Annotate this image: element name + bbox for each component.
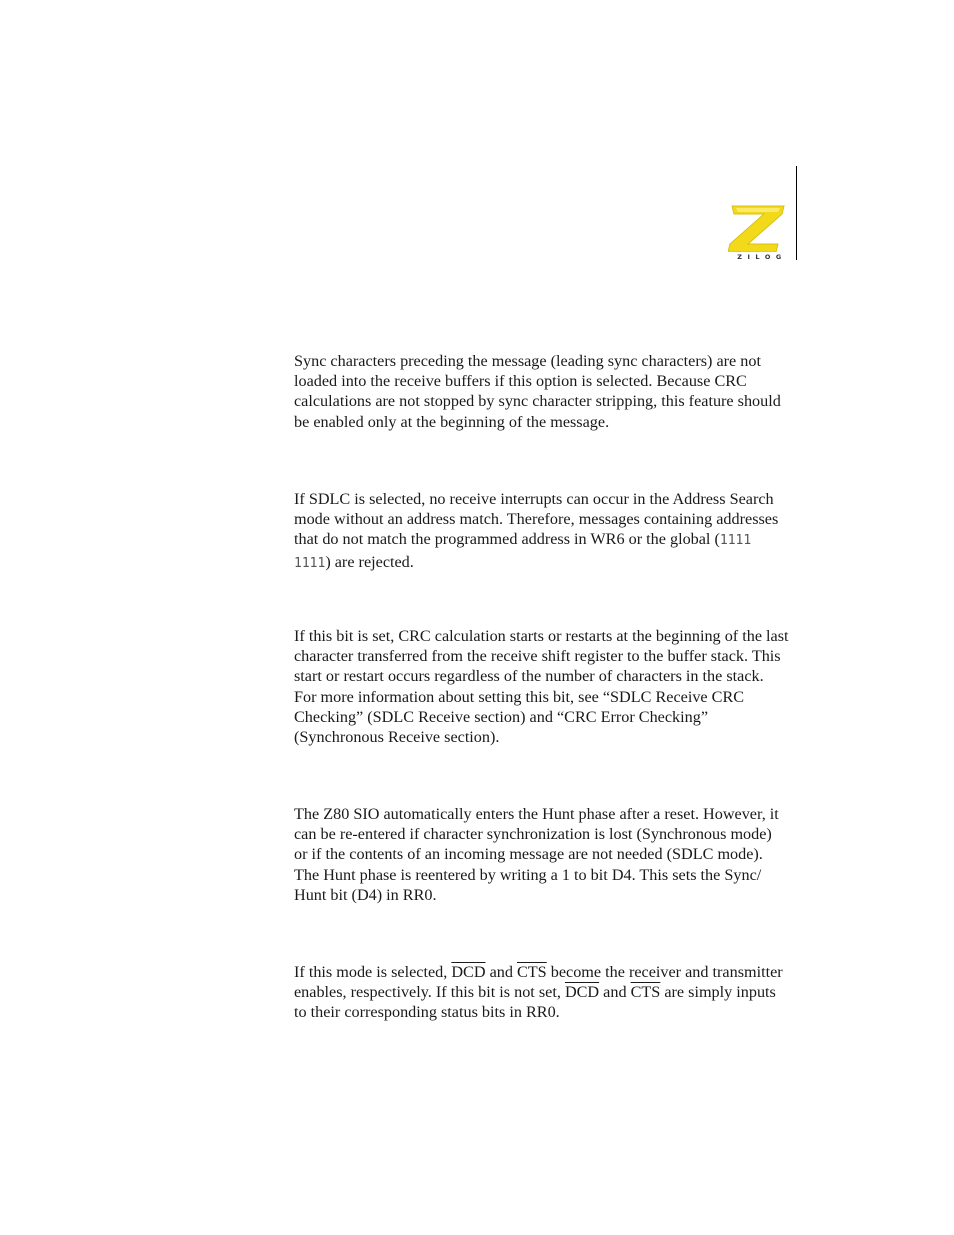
zilog-logo [728,200,792,268]
logo-wordmark: ZILOG [737,253,787,261]
signal-cts: $\overline{CTS}$ [517,963,547,981]
text-line [294,552,800,574]
text-line: be enabled only at the beginning of the message. [294,412,610,431]
text-fragment: enables, respectively. If this bit is not set, [294,983,565,1002]
signal-cts: $\overline{CTS}$ [630,983,661,1002]
text-line: mode without an address match. Therefore, messages containing addresses [294,510,779,529]
text-line [294,982,800,1002]
text-line: Hunt bit (D4) in RR0. [294,885,437,904]
paragraph-hunt-phase [294,804,800,905]
text-line: The Hunt phase is reentered by writing a 1 to bit D4. This sets the Sync/ [294,865,762,884]
text-fragment: If this mode is selected, [294,963,452,981]
text-line: (Synchronous Receive section). [294,728,500,747]
zilog-z-mark-icon [728,200,788,252]
text-fragment: and [599,983,631,1002]
text-line: The Z80 SIO automatically enters the Hunt phase after a reset. However, it [294,805,779,823]
header-vertical-rule [796,166,797,260]
text-line: loaded into the receive buffers if this option is selected. Because CRC [294,372,747,391]
text-fragment: and [485,963,517,981]
text-fragment: that do not match the programmed address in WR6 or the global ( [294,530,720,549]
code-value: 1111 [719,533,752,549]
signal-dcd: $\overline{DCD}$ [451,963,486,981]
text-line: Sync characters preceding the message (leading sync characters) are not [294,352,761,370]
signal-dcd: $\overline{DCD}$ [564,983,600,1002]
text-line: If SDLC is selected, no receive interrupts can occur in the Address Search [294,490,774,508]
paragraph-sync-stripping [294,351,800,432]
paragraph-auto-enables [294,962,800,1023]
text-line: For more information about setting this bit, see “SDLC Receive CRC [294,687,745,706]
text-line: calculations are not stopped by sync character stripping, this feature should [294,392,781,411]
text-line: If this bit is set, CRC calculation starts or restarts at the beginning of the last [294,627,789,645]
text-line: to their corresponding status bits in RR0. [294,1003,560,1022]
text-fragment: become the receiver and transmitter [546,963,783,981]
text-line: Checking” (SDLC Receive section) and “CRC Error Checking” [294,707,709,726]
text-line: character transferred from the receive shift register to the buffer stack. This [294,647,781,666]
text-line [294,529,800,551]
text-fragment: ) are rejected. [325,552,414,571]
text-fragment: are simply inputs [660,983,776,1002]
text-line [294,962,800,982]
text-line: or if the contents of an incoming message are not needed (SDLC mode). [294,845,763,864]
text-line: start or restart occurs regardless of the number of characters in the stack. [294,667,764,686]
code-value: 1111 [294,555,326,571]
paragraph-crc-enable [294,626,800,747]
text-line: can be re-entered if character synchronization is lost (Synchronous mode) [294,825,772,844]
paragraph-address-search [294,489,800,574]
